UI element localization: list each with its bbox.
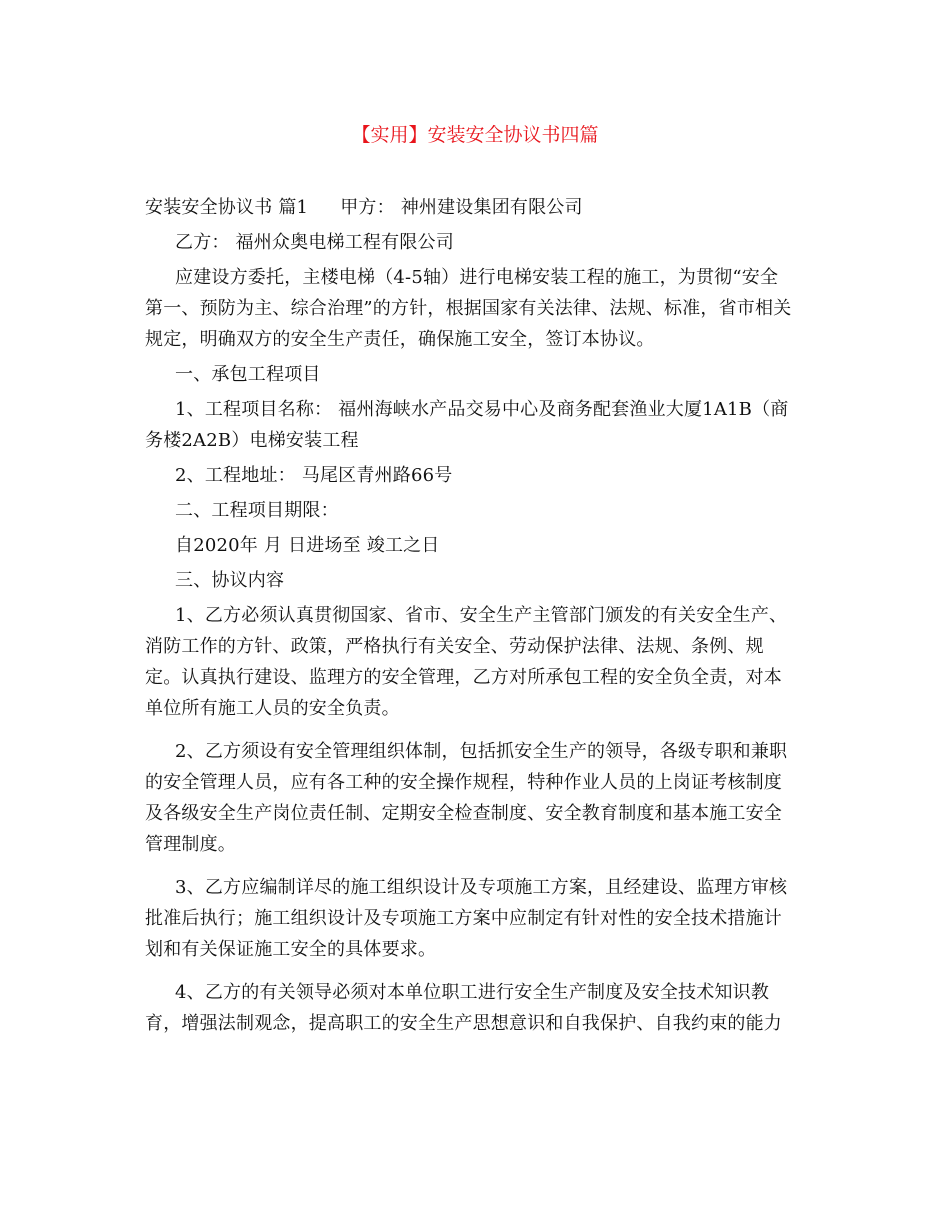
section-2-heading: 二、工程项目期限： xyxy=(175,500,339,521)
intro-line-3: 规定，明确双方的安全生产责任，确保施工安全，签订本协议。 xyxy=(145,329,655,350)
clause-1-line-4: 单位所有施工人员的安全负责。 xyxy=(145,698,400,719)
intro-line-1: 应建设方委托，主楼电梯（4-5轴）进行电梯安装工程的施工，为贯彻“安全 xyxy=(175,267,779,288)
project-address: 2、工程地址： 马尾区青州路66号 xyxy=(175,465,453,486)
project-period: 自2020年 月 日进场至 竣工之日 xyxy=(175,535,440,556)
header-line xyxy=(145,192,810,223)
clause-1-line-1: 1、乙方必须认真贯彻国家、省市、安全生产主管部门颁发的有关安全生产、 xyxy=(175,605,788,626)
section-3-heading: 三、协议内容 xyxy=(175,570,285,591)
clause-3-line-3: 划和有关保证施工安全的具体要求。 xyxy=(145,939,437,960)
project-name-line-2: 务楼2A2B）电梯安装工程 xyxy=(145,430,359,451)
clause-1-line-2: 消防工作的方针、政策，严格执行有关安全、劳动保护法律、法规、条例、规 xyxy=(145,636,764,657)
clause-2-line-3: 及各级安全生产岗位责任制、定期安全检查制度、安全教育制度和基本施工安全 xyxy=(145,803,782,824)
clause-1-line-3: 定。认真执行建设、监理方的安全管理，乙方对所承包工程的安全负全责，对本 xyxy=(145,667,782,688)
agreement-heading: 安装安全协议书 篇1 xyxy=(145,197,309,218)
party-b: 乙方： 福州众奥电梯工程有限公司 xyxy=(175,232,454,253)
clause-3-line-1: 3、乙方应编制详尽的施工组织设计及专项施工方案，且经建设、监理方审核 xyxy=(175,877,788,898)
clause-4-line-2: 育，增强法制观念，提高职工的安全生产思想意识和自我保护、自我约束的能力 xyxy=(145,1013,782,1034)
document-body xyxy=(145,192,810,1039)
clause-4-line-1: 4、乙方的有关领导必须对本单位职工进行安全生产制度及安全技术知识教 xyxy=(175,982,770,1003)
clause-2-line-1: 2、乙方须设有安全管理组织体制，包括抓安全生产的领导，各级专职和兼职 xyxy=(175,741,788,762)
clause-2-line-2: 的安全管理人员，应有各工种的安全操作规程，特种作业人员的上岗证考核制度 xyxy=(145,772,782,793)
clause-3-line-2: 批准后执行；施工组织设计及专项施工方案中应制定有针对性的安全技术措施计 xyxy=(145,908,782,929)
party-a: 甲方： 神州建设集团有限公司 xyxy=(340,197,583,218)
section-1-heading: 一、承包工程项目 xyxy=(175,364,321,385)
document-title: 【实用】安装安全协议书四篇 xyxy=(351,124,599,146)
project-name-line-1: 1、工程项目名称： 福州海峡水产品交易中心及商务配套渔业大厦1A1B（商 xyxy=(175,399,789,420)
clause-2-line-4: 管理制度。 xyxy=(145,834,236,855)
intro-line-2: 第一、预防为主、综合治理”的方针，根据国家有关法律、法规、标准，省市相关 xyxy=(145,298,792,319)
